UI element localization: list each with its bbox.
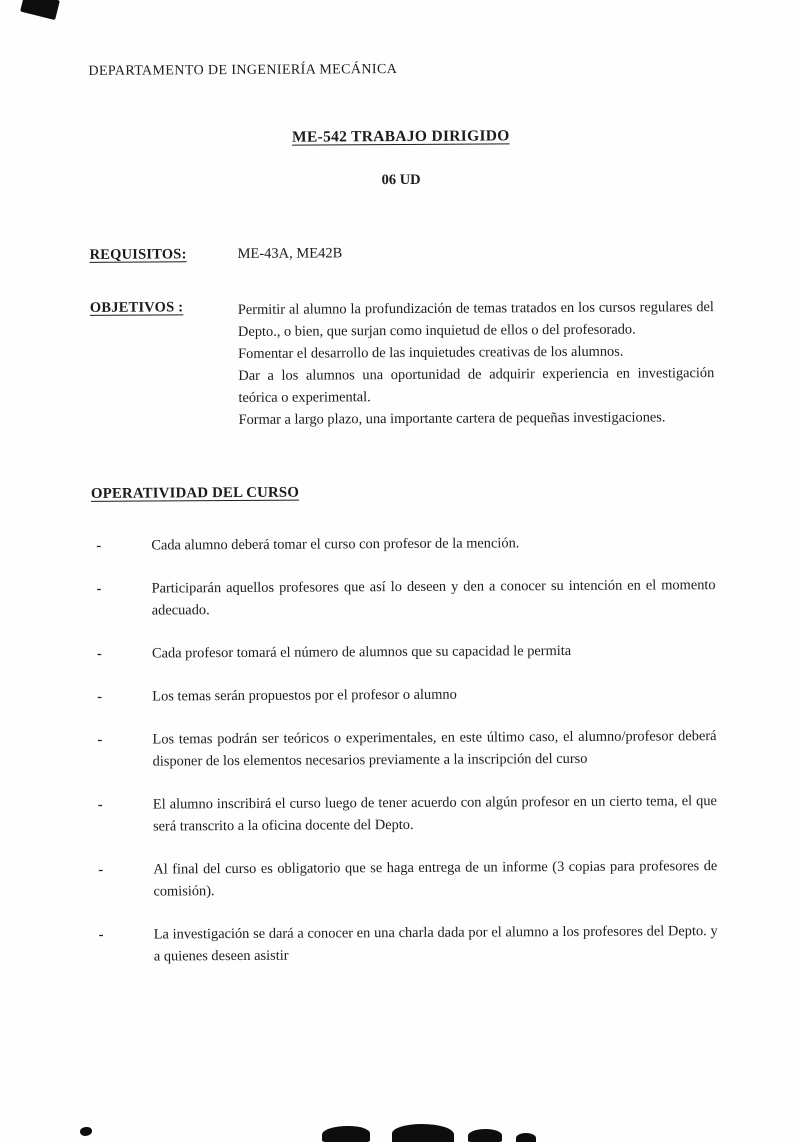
operatividad-list (91, 531, 718, 968)
scan-artifact-bottom-4 (468, 1129, 502, 1142)
list-item-text: La investigación se dará a conocer en una charla dada por el alumno a los profesores del Depto. y a quienes deseen asistir (153, 923, 718, 965)
objetivo-paragraph-3: Dar a los alumnos una oportunidad de adquirir experiencia en investigación teórica o experimental. (238, 365, 715, 406)
course-title: ME-542 TRABAJO DIRIGIDO (291, 127, 510, 146)
objetivos-label: OBJETIVOS : (89, 299, 184, 316)
list-item-text: El alumno inscribirá el curso luego de tener acuerdo con algún profesor en un cierto tema, el que será transcrito a la oficina docente del Depto. (152, 793, 717, 835)
department-header: DEPARTAMENTO DE INGENIERÍA MECÁNICA (88, 62, 398, 79)
list-item-text: Cada profesor tomará el número de alumnos que su capacidad le permita (151, 642, 572, 662)
list-item-5 (92, 725, 716, 773)
list-item-4 (92, 682, 716, 708)
dash-bullet: - (97, 796, 103, 813)
list-item-3 (92, 639, 716, 665)
list-item-2 (92, 574, 716, 622)
dash-bullet: - (96, 580, 102, 597)
dash-bullet: - (96, 537, 102, 554)
requisitos-row (90, 243, 714, 264)
scan-artifact-bottom-1 (80, 1127, 92, 1136)
course-units: 06 UD (381, 171, 421, 189)
dash-bullet: - (98, 861, 104, 878)
objetivo-paragraph-4: Formar a largo plazo, una importante cartera de pequeñas investigaciones. (238, 409, 666, 428)
requisitos-label: REQUISITOS: (89, 246, 187, 263)
list-item-text: Cada alumno deberá tomar el curso con profesor de la mención. (151, 535, 520, 554)
list-item-text: Los temas podrán ser teóricos o experimentales, en este último caso, el alumno/profesor deberá disponer de los elementos necesarios previamente a la inscripción del curso (152, 728, 717, 770)
scan-artifact-bottom-5 (516, 1133, 536, 1142)
objetivo-paragraph-2: Fomentar el desarrollo de las inquietudes creativas de los alumnos. (238, 343, 624, 362)
list-item-6 (93, 790, 717, 838)
scan-artifact-bottom-2 (322, 1126, 370, 1142)
list-item-1 (91, 531, 715, 557)
requisitos-value: ME-43A, ME42B (237, 245, 343, 262)
scan-artifact-bottom-3 (392, 1124, 454, 1142)
operatividad-heading: OPERATIVIDAD DEL CURSO (90, 484, 300, 502)
list-item-text: Al final del curso es obligatorio que se haga entrega de un informe (3 copias para profesores de comisión). (153, 858, 718, 900)
objetivo-paragraph-1: Permitir al alumno la profundización de temas tratados en los cursos regulares del Depto., o bien, que surjan como inquietud de ellos o del profesorado. (237, 299, 714, 340)
list-item-text: Participarán aquellos profesores que así lo deseen y den a conocer su intención en el momento adecuado. (151, 577, 716, 619)
dash-bullet: - (97, 688, 103, 705)
list-item-8 (94, 920, 718, 968)
objetivos-text (238, 296, 715, 431)
dash-bullet: - (97, 731, 103, 748)
dash-bullet: - (96, 645, 102, 662)
objetivos-row (90, 296, 715, 432)
dash-bullet: - (98, 926, 104, 943)
list-item-text: Los temas serán propuestos por el profesor o alumno (152, 686, 457, 705)
list-item-7 (93, 855, 717, 903)
